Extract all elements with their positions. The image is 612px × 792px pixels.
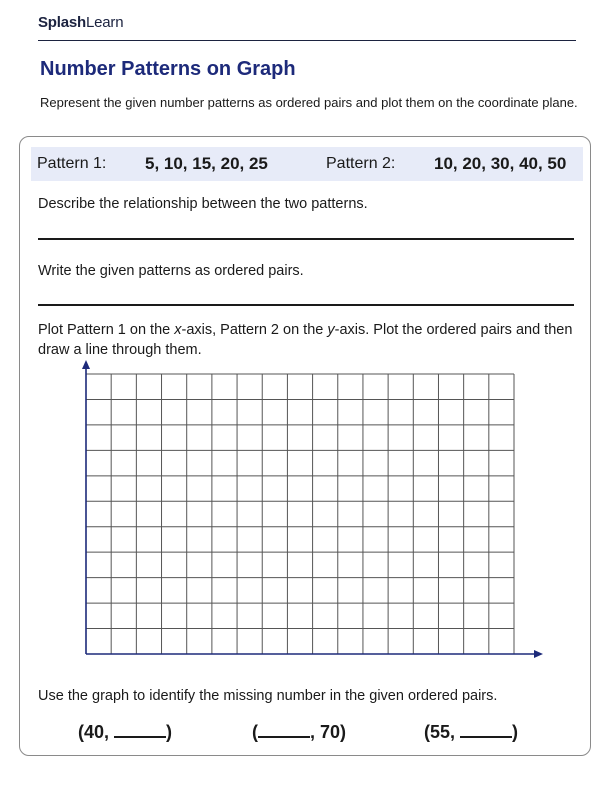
pattern-1-label: Pattern 1: [37,155,107,172]
instructions: Represent the given number patterns as ordered pairs and plot them on the coordinate plane. [40,95,578,110]
pair-1-blank[interactable] [114,722,166,738]
question-describe-relationship: Describe the relationship between the two patterns. [38,196,368,212]
splashlearn-logo: SplashLearn [38,14,124,31]
pattern-2-label: Pattern 2: [326,155,396,172]
ordered-pair-2: ( , 70) [252,722,347,742]
ordered-pair-3: (55, ) [424,722,519,742]
page-title: Number Patterns on Graph [40,58,296,80]
question-missing-number: Use the graph to identify the missing number in the given ordered pairs. [38,688,498,704]
y-axis-arrow-icon [82,360,90,369]
ordered-pair-1: (40, ) [78,722,173,742]
pattern-1-values: 5, 10, 15, 20, 25 [145,154,268,173]
x-axis-arrow-icon [534,650,543,658]
pattern-2-values: 10, 20, 30, 40, 50 [434,154,567,173]
grid-lines [86,374,514,654]
pair-2-blank[interactable] [258,722,310,738]
question-plot: Plot Pattern 1 on the x-axis, Pattern 2 on the y-axis. Plot the ordered pairs and then draw a line through them. [38,322,573,358]
question-ordered-pairs: Write the given patterns as ordered pairs. [38,263,304,279]
pair-3-blank[interactable] [460,722,512,738]
